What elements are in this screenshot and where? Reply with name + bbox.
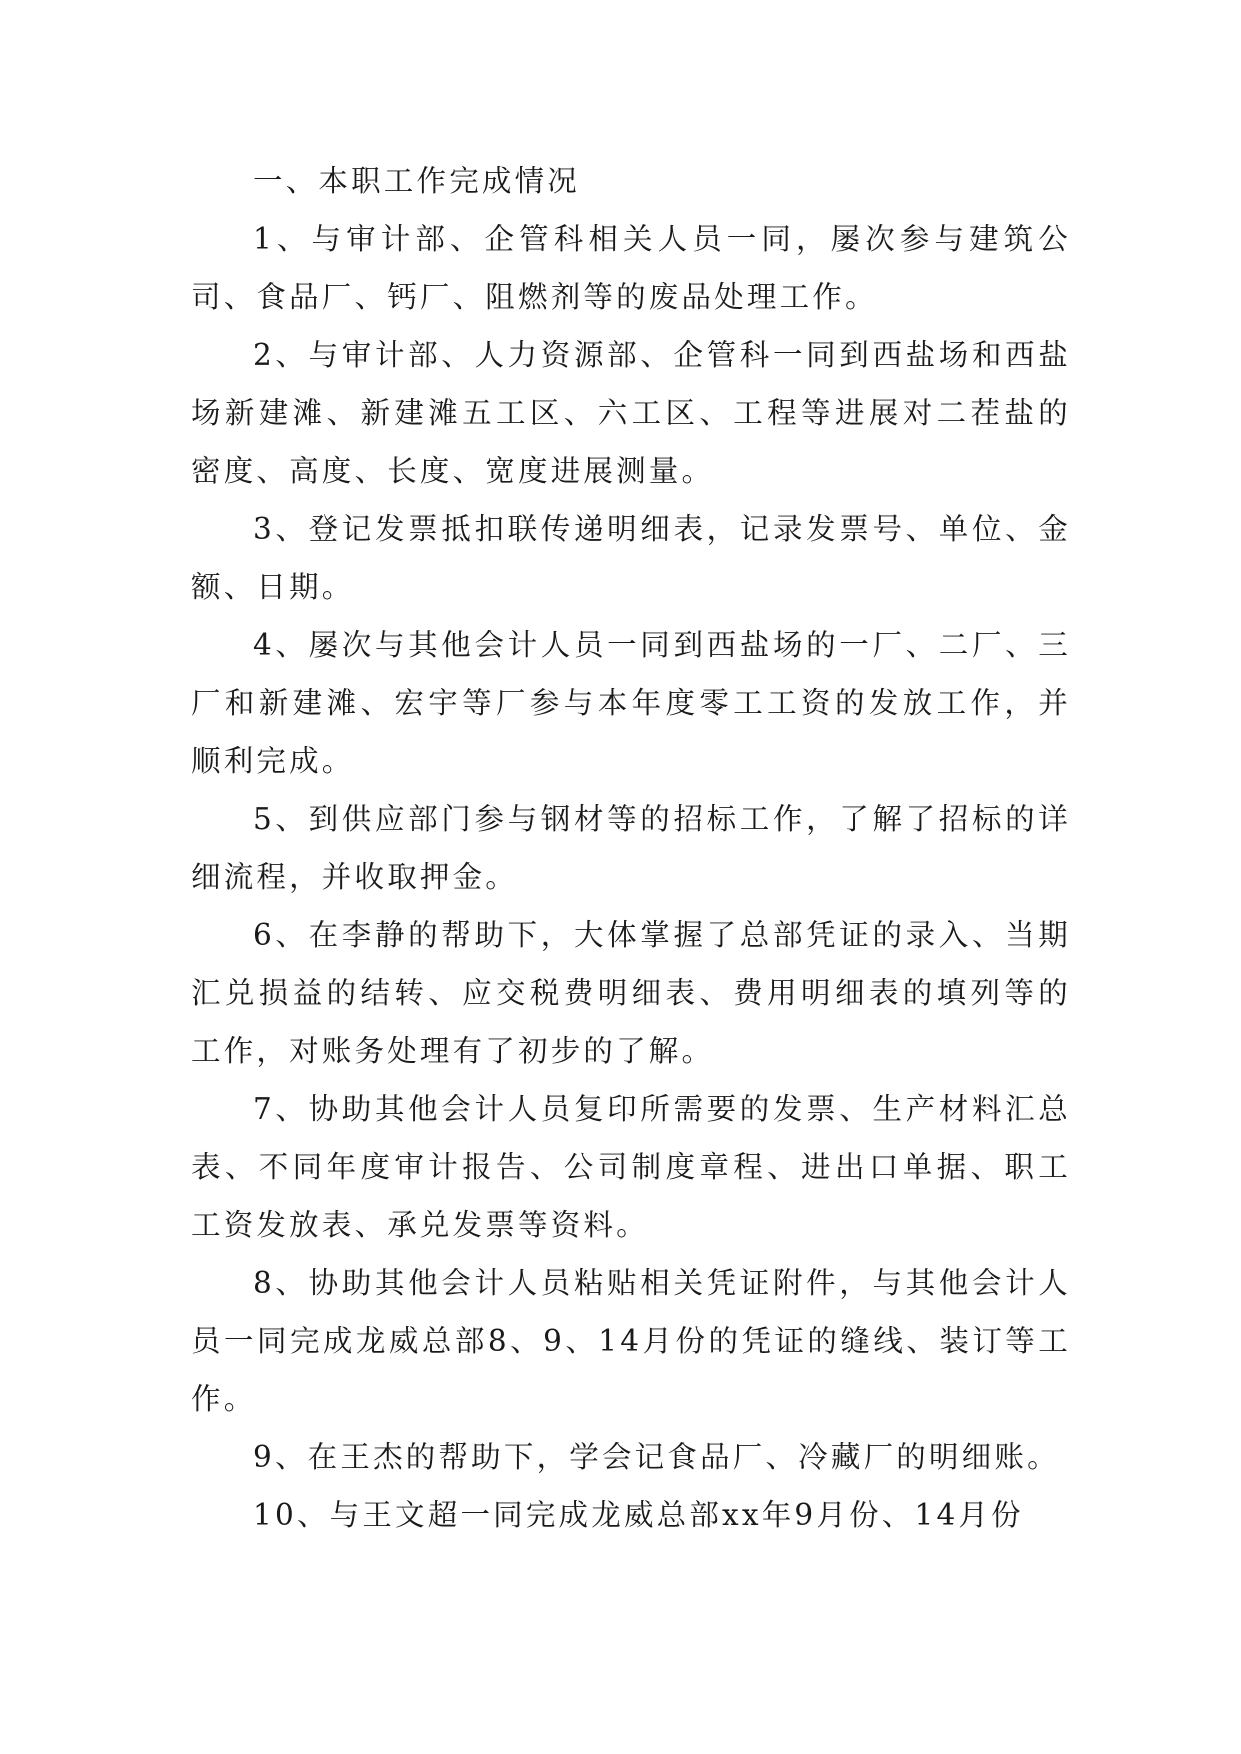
paragraph-item-8: 8、协助其他会计人员粘贴相关凭证附件，与其他会计人员一同完成龙威总部8、9、14月份的凭证的缝线、装订等工作。 (191, 1266, 1071, 1416)
paragraph-item-2: 2、与审计部、人力资源部、企管科一同到西盐场和西盐场新建滩、新建滩五工区、六工区、工程等进展对二茬盐的密度、高度、长度、宽度进展测量。 (191, 338, 1071, 488)
paragraph-item-1: 1、与审计部、企管科相关人员一同，屡次参与建筑公司、食品厂、钙厂、阻燃剂等的废品处理工作。 (191, 222, 1071, 314)
paragraph-item-9: 9、在王杰的帮助下，学会记食品厂、冷藏厂的明细账。 (253, 1440, 1060, 1474)
paragraph-item-10: 10、与王文超一同完成龙威总部xx年9月份、14月份 (253, 1498, 1024, 1532)
paragraph-item-5: 5、到供应部门参与钢材等的招标工作，了解了招标的详细流程，并收取押金。 (191, 802, 1071, 894)
document-body (191, 152, 1071, 1544)
paragraph-item-4: 4、屡次与其他会计人员一同到西盐场的一厂、二厂、三厂和新建滩、宏宇等厂参与本年度零工工资的发放工作，并顺利完成。 (191, 628, 1071, 778)
paragraph-item-7: 7、协助其他会计人员复印所需要的发票、生产材料汇总表、不同年度审计报告、公司制度章程、进出口单据、职工工资发放表、承兑发票等资料。 (191, 1092, 1071, 1242)
paragraph-item-3: 3、登记发票抵扣联传递明细表，记录发票号、单位、金额、日期。 (191, 512, 1071, 604)
section-heading: 一、本职工作完成情况 (253, 164, 581, 198)
paragraph-item-6: 6、在李静的帮助下，大体掌握了总部凭证的录入、当期汇兑损益的结转、应交税费明细表、费用明细表的填列等的工作，对账务处理有了初步的了解。 (191, 918, 1071, 1068)
